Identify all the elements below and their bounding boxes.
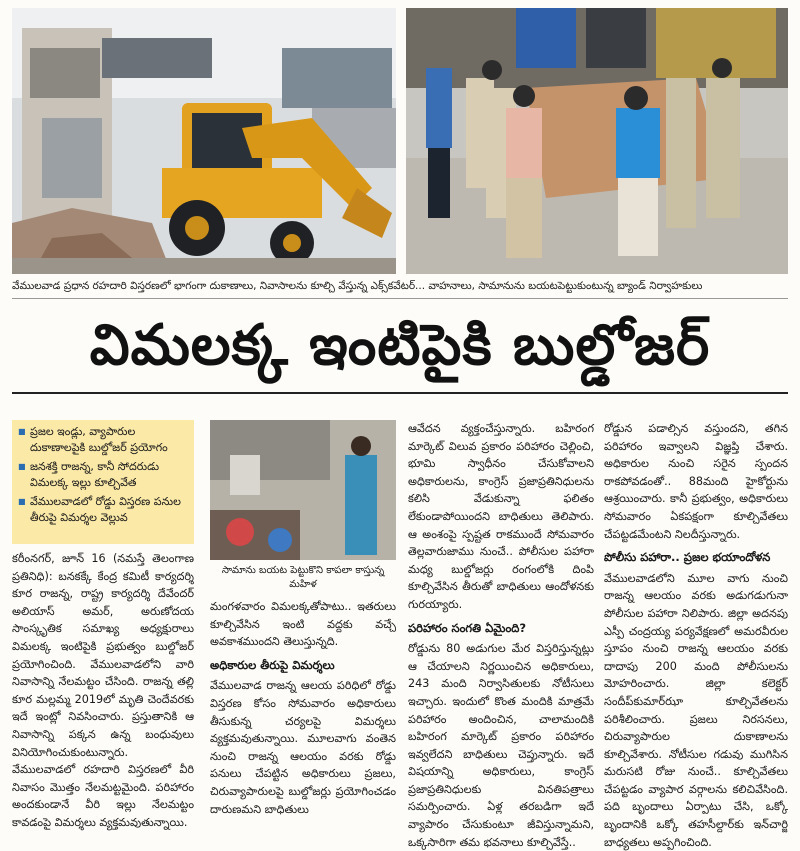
article-column-1 <box>12 550 194 829</box>
divider-rule <box>12 298 788 299</box>
small-photo-caption: సామాను బయట పెట్టుకొని కాపలా కాస్తున్న మహిళ <box>221 565 385 590</box>
article-paragraph: కరీంనగర్‌, జూన్‌ 16 (నమస్తే తెలంగాణ ప్రతినిధి): బనకక్కే కేంద్ర కమిటీ కార్యదర్శి కూర రాజన్న, రాష్ట్ర కార్యదర్శి దేవేందర్‌ అలియాస్‌ అమర్‌, అరుణోదయ సాంస్కృతిక సమాఖ్య అధ్యక్షురాలు విమలక్క ఇంటిపైకి ప్రభుత్వం బుల్డోజర్‌ ప్రయోగించింది. వేములవాడలోని వారి నివాసాన్ని నేలమట్టం చేసింది. రాజన్న తల్లి కూర మల్లమ్మ 2019లో మృతి చెందేవరకు ఇదే ఇంట్లో నివసించారు. ప్రస్తుతానికి ఆ నివాసాన్ని పక్కన ఉన్న బంధువులు వినియోగించుకుంటున్నారు. వేములవాడలో రహదారి విస్తరణలో వీరి నివాసం మొత్తం నేలమట్టమైంది. పరిహారం అందకుండానే వీరి ఇల్లు నేలమట్టం కావడంపై విమర్శలు వ్యక్తమవుతున్నాయి. <box>12 552 194 829</box>
article-column-3 <box>408 420 594 849</box>
photo-caption: వేములవాడ ప్రధాన రహదారి విస్తరణలో భాగంగా దుకాణాలు, నివాసాలను కూల్చి వేస్తున్న ఎక్స్‌కవేటర్‌... వాహనాలు, సామానును బయటపెట్టుకుంటున్న బ్యాండ్‌ నిర్వాహకులు <box>12 280 703 292</box>
article-paragraph: వేములవాడ రాజన్న ఆలయ పరిధిలో రోడ్డు విస్తరణ కోసం సోమవారం అధికారులు తీసుకున్న చర్యలపై విమర్శలు వ్యక్తమవుతున్నాయి. మూలవాగు వంతెన నుంచి రాజన్న ఆలయం వరకు రోడ్డు పనులు చేపట్టిన అధికారులు ప్రజలు, చిరువ్యాపారులపై బుల్డోజర్లు ప్రయోగించడం దారుణమని బాధితులు <box>210 679 396 816</box>
photo-people-carrying-goods <box>406 8 788 274</box>
article-column-2 <box>210 598 396 816</box>
bulldozer-photo-illustration <box>12 8 396 274</box>
article-paragraph: ఆవేదన వ్యక్తంచేస్తున్నారు. బహిరంగ మార్కెట్‌ విలువ ప్రకారం పరిహారం చెల్లించి, భూమి స్వాధీనం చేసుకోవాలని అధికారులను, కాంగ్రెస్‌ ప్రజాప్రతినిధులను కలిసి వేడుకున్నా ఫలితం లేకుండాపోయిందని బాధితులు తెలిపారు. ఆ అంశంపై స్పష్టత రాకముందే సోమవారం తెల్లవారుజాము నుంచే.. పోలీసుల పహారా మధ్య బుల్డోజర్లు రంగంలోకి దింపి కూల్చివేసిన తీరుతో బాధితులు ఆందోళనకు గురయ్యారు. <box>408 422 594 611</box>
section-subhead: అధికారుల తీరుపై విమర్శలు <box>210 657 335 672</box>
highlight-item: ■ జనశక్తి రాజన్న, కానీ సోదరుడు విమలక్క ఇల్లు కూల్చివేత <box>18 459 188 491</box>
section-subhead: పోలీసు పహారా.. ప్రజల భయాందోళన <box>604 550 771 565</box>
photo-bulldozer-demolition <box>12 8 396 274</box>
article-paragraph: వేములవాడలోని మూల వాగు నుంచి రాజన్న ఆలయం వరకు అడుగడుగునా పోలీసుల పహారా నిలిపారు. జిల్లా అదనపు ఎస్పీ చంద్రయ్య పర్యవేక్షణలో అమరవీరుల స్తూపం నుంచి రాజన్న ఆలయం వరకు దాదాపు 200 మంది పోలీసులను మోహరించారు. జిల్లా కలెక్టర్‌ సందీప్‌కుమార్‌ఝా కూల్చివేతలను పరిశీలించారు. ప్రజలు నిరసనలు, చిరువ్యాపారుల దుకాణాలను కూల్చివేశారు. నోటీసుల గడువు ముగిసిన మరుసటి రోజు నుంచే.. కూల్చివేతలు చేపట్టడం వ్యాపార వర్గాలను కలిచివేసింది. పది బృందాలు ఏర్పాటు చేసి, ఒక్కో బృందానికి ఒక్కో తహసీల్దార్‌కు ఇన్‌చార్జి బాధ్యతలు అప్పగించింది. <box>604 571 788 849</box>
carrying-photo-illustration <box>406 8 788 274</box>
highlight-item: ■ ప్రజల ఇండ్లు, వ్యాపారుల దుకాణాలపైకి బుల్డోజర్‌ ప్రయోగం <box>18 424 188 456</box>
divider-rule <box>12 392 788 394</box>
photo-woman-guarding-goods <box>210 420 396 560</box>
article-paragraph: రోడ్డున పడాల్సిన వస్తుందని, తగిన పరిహారం ఇవ్వాలని విజ్ఞప్తి చేశారు. అధికారుల నుంచి సరైన స్పందన రాకపోవడంతో.. 88మంది హైకోర్టును ఆశ్రయించారు. కానీ ప్రభుత్వం, అధికారులు సోమవారం ఏకపక్షంగా కూల్చివేతలు చేపట్టడమేంటని నిలదీస్తున్నారు. <box>604 422 788 541</box>
article-paragraph: మంగళవారం విమలక్కతోపాటు.. ఇతరులు కూల్చివేసిన ఇంటి వద్దకు వచ్చే అవకాశముందని తెలుస్తున్నది. <box>210 600 396 649</box>
woman-photo-illustration <box>210 420 396 560</box>
highlight-item: ■ వేములవాడలో రోడ్డు విస్తరణ పనుల తీరుపై విమర్శల వెల్లువ <box>18 494 188 526</box>
section-subhead: పరిహారం సంగతి ఏమైంది? <box>408 620 527 635</box>
headline: విమలక్క ఇంటిపైకి బుల్డోజర్‌ <box>89 313 711 378</box>
article-paragraph: రోడ్డును 80 అడుగుల మేర విస్తరిస్తున్నట్లు ఆ చేయాలని నిర్ణయించిన అధికారులు, 243 మంది నిర్వాసితులకు నోటీసులు ఇచ్చారు. ఇందులో కొంత మందికి మాత్రమే పరిహారం అందించిన, చాలామందికి బహిరంగ మార్కెట్‌ ప్రకారం పరిహారం ఇవ్వలేదని బాధితులు చెప్తున్నారు. ఇదే విషయాన్ని అధికారులు, కాంగ్రెస్‌ ప్రజాప్రతినిధులకు వినతిపత్రాలు సమర్పించారు. ఏళ్ల తరబడిగా ఇదే వ్యాపారం చేసుకుంటూ జీవిస్తున్నామని, ఒక్కసారిగా తమ భవనాలు కూల్చివేస్తే.. <box>408 642 594 849</box>
article-column-4 <box>604 420 788 849</box>
highlights-box <box>12 420 194 544</box>
